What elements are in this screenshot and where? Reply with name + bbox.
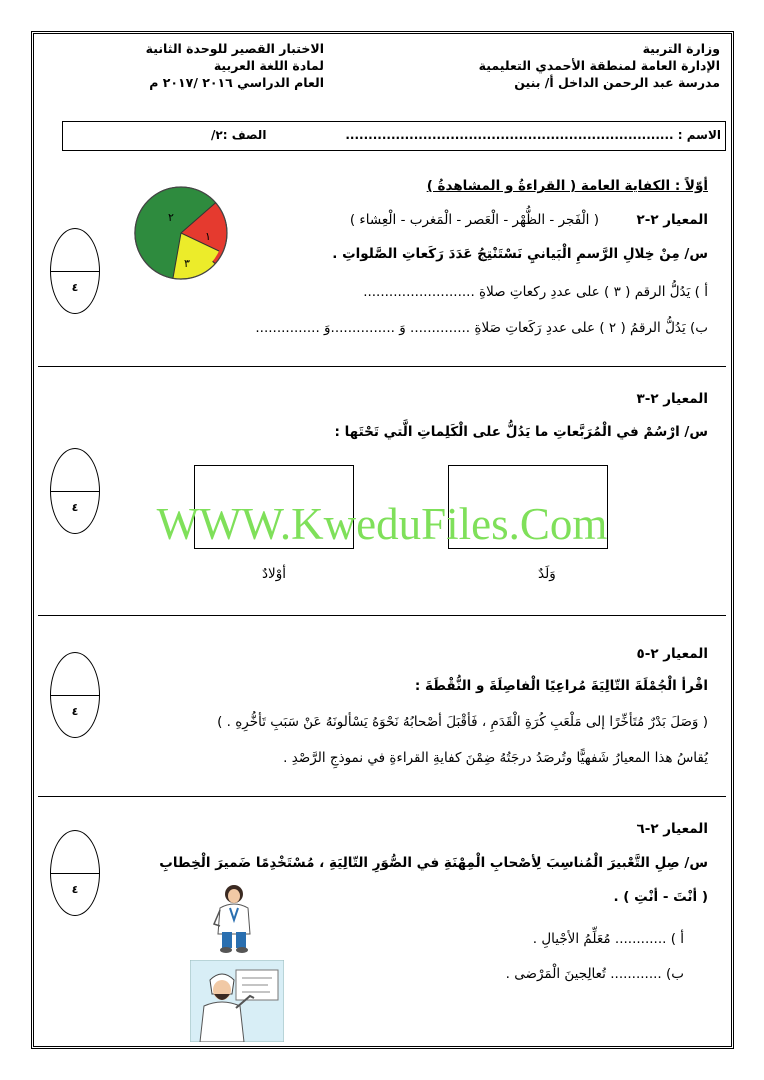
prayer-pie-chart bbox=[133, 185, 229, 281]
section4-item-b: ب) ............ تُعالِجينَ الْمَرْضى . bbox=[505, 966, 684, 982]
section1-question: س/ مِنْ خِلالِ الرَّسمِ الْبَيانيِ نَسْتَنْتِجُ عَدَدَ رَكَعاتِ الصَّلواتِ . bbox=[332, 246, 708, 262]
section3-sentence: ( وَصَلَ بَدْرٌ مُتَأخِّرًا إلى مَلْعَبِ كُرَةِ الْقَدَمِ ، فَأقْبَلَ أصْحابُهُ نَحْوَهُ يَسْألونَهُ عَنْ سَبَبِ تَأخُّرِهِ . ) bbox=[217, 714, 708, 730]
doctor-icon bbox=[210, 882, 258, 954]
section2-standard: المعيار ٢-٣ bbox=[636, 391, 708, 407]
name-field[interactable]: الاسم : ........................................................................ bbox=[345, 128, 721, 142]
score-value-4: ٤ bbox=[71, 883, 79, 896]
student-info-box bbox=[62, 121, 726, 151]
divider-2 bbox=[38, 615, 726, 616]
directorate-name: الإدارة العامة لمنطقة الأحمدي التعليمية bbox=[478, 58, 720, 73]
section3-standard: المعيار ٢-٥ bbox=[636, 646, 708, 662]
section4-item-a: أ ) ............ مُعَلِّمُ الأجْيالِ . bbox=[532, 931, 684, 947]
class-field[interactable]: الصف :٢/ bbox=[211, 128, 267, 142]
section3-note: يُقاسُ هذا المعيارُ شَفهيًّا وتُرصَدُ درجَتُهُ ضِمْنَ كفايةِ القراءةِ في نموذجِ الرَّصْدِ . bbox=[283, 750, 708, 766]
header-left bbox=[146, 40, 324, 91]
pie-label-3: ٣ bbox=[184, 257, 190, 270]
teacher-icon bbox=[190, 960, 284, 1042]
school-name: مدرسة عبد الرحمن الداخل أ/ بنين bbox=[514, 75, 720, 90]
divider-3 bbox=[38, 796, 726, 797]
word-boys: أوْلادٌ bbox=[262, 566, 286, 582]
score-oval-4 bbox=[50, 830, 100, 916]
word-boy: وَلَدٌ bbox=[538, 566, 556, 582]
section2-question: س/ ارْسُمْ في الْمُرَبَّعاتِ ما يَدُلُّ على الْكَلِماتِ الَّتي تَحْتَها : bbox=[334, 424, 708, 440]
score-oval-3 bbox=[50, 652, 100, 738]
academic-year: العام الدراسي ٢٠١٦ /٢٠١٧ م bbox=[149, 75, 324, 90]
divider-1 bbox=[38, 366, 726, 367]
section1-title: أوّلاً : الكفاية العامة ( القراءةُ و المشاهدةُ ) bbox=[426, 178, 708, 194]
section1-standard: المعيار ٢-٢ bbox=[636, 212, 708, 228]
score-value-2: ٤ bbox=[71, 501, 79, 514]
pie-label-1: ١ bbox=[205, 230, 211, 243]
section3-instruction: اقْرأ الْجُمْلَةَ التّالِيَةَ مُراعِيًا الْفاصِلَةَ و النُّقْطَةَ : bbox=[414, 678, 708, 694]
subject-name: لمادة اللغة العربية bbox=[213, 58, 324, 73]
prayer-names: ( الْفَجر - الظُّهْر - الْعَصر - الْمَغرب - الْعِشاء ) bbox=[349, 212, 599, 228]
watermark: WWW.KweduFiles.Com bbox=[156, 499, 608, 549]
score-oval-1 bbox=[50, 228, 100, 314]
pie-label-2: ٢ bbox=[168, 211, 174, 224]
section4-question-line2: ( أنْتَ - أنْتِ ) . bbox=[613, 889, 708, 905]
header-right bbox=[479, 40, 720, 91]
section4-standard: المعيار ٢-٦ bbox=[636, 821, 708, 837]
section4-question-line1: س/ صِلِ التَّعْبيرَ الْمُناسِبَ لِأصْحابِ الْمِهْنَةِ في الصُّوَرِ التّالِيَةِ ، مُسْتَخْدِمًا ضَميرَ الْخِطابِ bbox=[159, 855, 708, 871]
section1-item-a: أ ) يَدُلُّ الرقم ( ٣ ) على عددِ ركعاتِ صلاةِ .......................... bbox=[363, 284, 708, 300]
ministry-name: وزارة التربية bbox=[642, 41, 720, 56]
section1-item-b: ب) يَدُلُّ الرقمُ ( ٢ ) على عددِ رَكَعاتِ صَلاةِ .............. وَ ...............وَ ............... bbox=[255, 320, 708, 336]
exam-title: الاختبار القصير للوحدة الثانية bbox=[145, 41, 324, 56]
score-value-1: ٤ bbox=[71, 281, 79, 294]
score-value-3: ٤ bbox=[71, 705, 79, 718]
